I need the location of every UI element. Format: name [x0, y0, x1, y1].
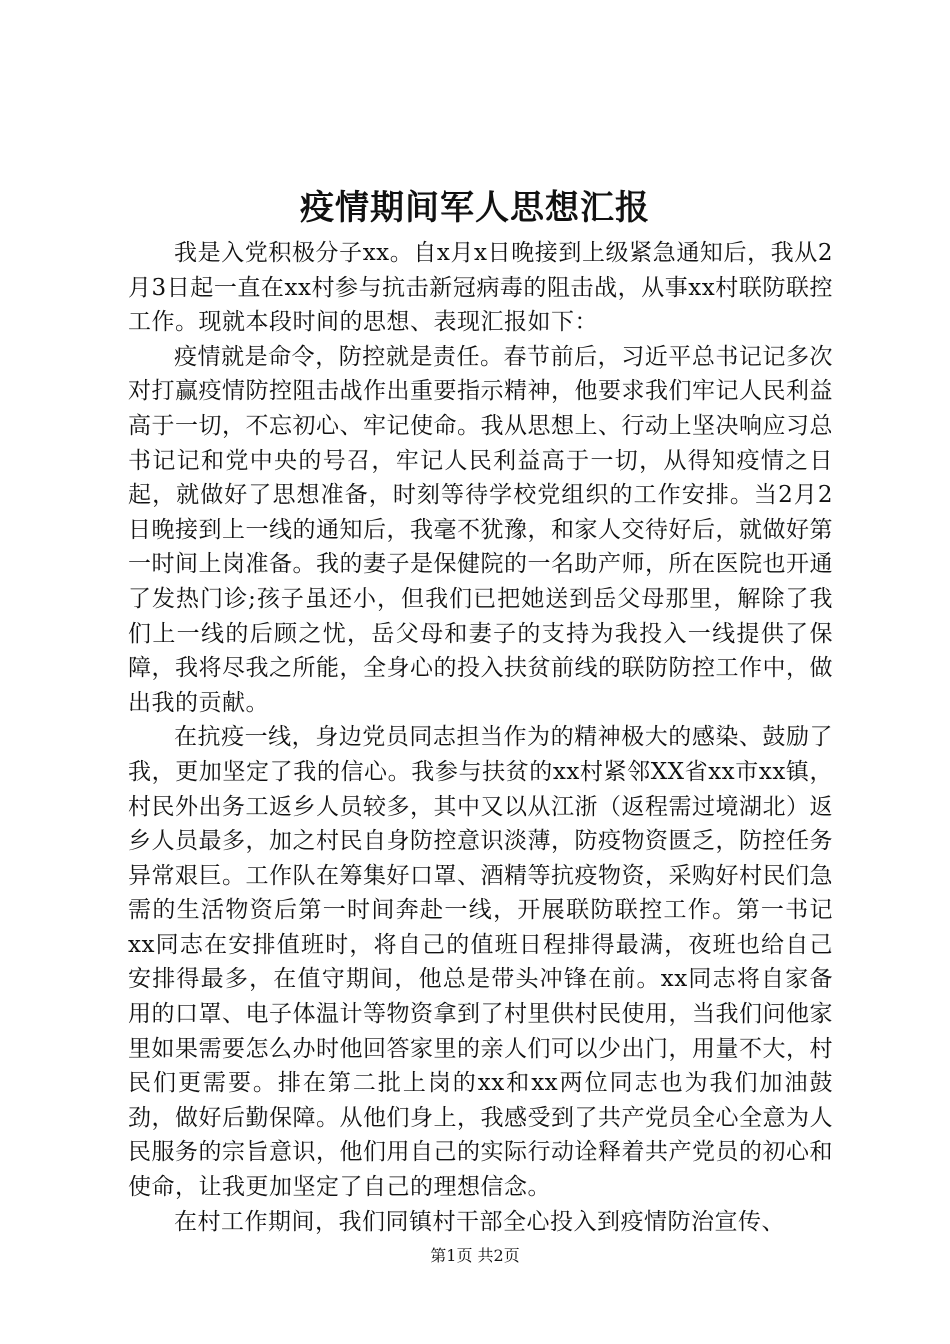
page-number-footer: 第1页 共2页 — [430, 1246, 520, 1265]
document-body — [128, 236, 833, 1239]
paragraph-frontline: 在抗疫一线，身边党员同志担当作为的精神极大的感染、鼓励了我，更加坚定了我的信心。我参与扶贫的xx村紧邻XX省xx市xx镇，村民外出务工返乡人员较多，其中又以从江浙（返程需过境湖北）返乡人员最多，加之村民自身防控意识淡薄，防疫物资匮乏，防控任务异常艰巨。工作队在筹集好口罩、酒精等抗疫物资，采购好村民们急需的生活物资后第一时间奔赴一线，开展联防联控工作。第一书记xx同志在安排值班时，将自己的值班日程排得最满，夜班也给自己安排得最多，在值守期间，他总是带头冲锋在前。xx同志将自家备用的口罩、电子体温计等物资拿到了村里供村民使用，当我们问他家里如果需要怎么办时他回答家里的亲人们可以少出门，用量不大，村民们更需要。排在第二批上岗的xx和xx两位同志也为我们加油鼓劲，做好后勤保障。从他们身上，我感受到了共产党员全心全意为人民服务的宗旨意识，他们用自己的实际行动诠释着共产党员的初心和使命，让我更加坚定了自己的理想信念。 — [128, 724, 833, 1201]
paragraph-village-work: 在村工作期间，我们同镇村干部全心投入到疫情防治宣传、 — [174, 1208, 785, 1235]
paragraph-intro: 我是入党积极分子xx。自x月x日晚接到上级紧急通知后，我从2月3日起一直在xx村参与抗击新冠病毒的阻击战，从事xx村联防联控工作。现就本段时间的思想、表现汇报如下： — [128, 240, 833, 336]
paragraph-epidemic-command: 疫情就是命令，防控就是责任。春节前后，习近平总书记记多次对打赢疫情防控阻击战作出重要指示精神，他要求我们牢记人民利益高于一切，不忘初心、牢记使命。我从思想上、行动上坚决响应习总书记记和党中央的号召，牢记人民利益高于一切，从得知疫情之日起，就做好了思想准备，时刻等待学校党组织的工作安排。当2月2日晚接到上一线的通知后，我毫不犹豫，和家人交待好后，就做好第一时间上岗准备。我的妻子是保健院的一名助产师，所在医院也开通了发热门诊;孩子虽还小，但我们已把她送到岳父母那里，解除了我们上一线的后顾之忧，岳父母和妻子的支持为我投入一线提供了保障，我将尽我之所能，全身心的投入扶贫前线的联防防控工作中，做出我的贡献。 — [128, 343, 833, 716]
document-title: 疫情期间军人思想汇报 — [300, 188, 650, 228]
